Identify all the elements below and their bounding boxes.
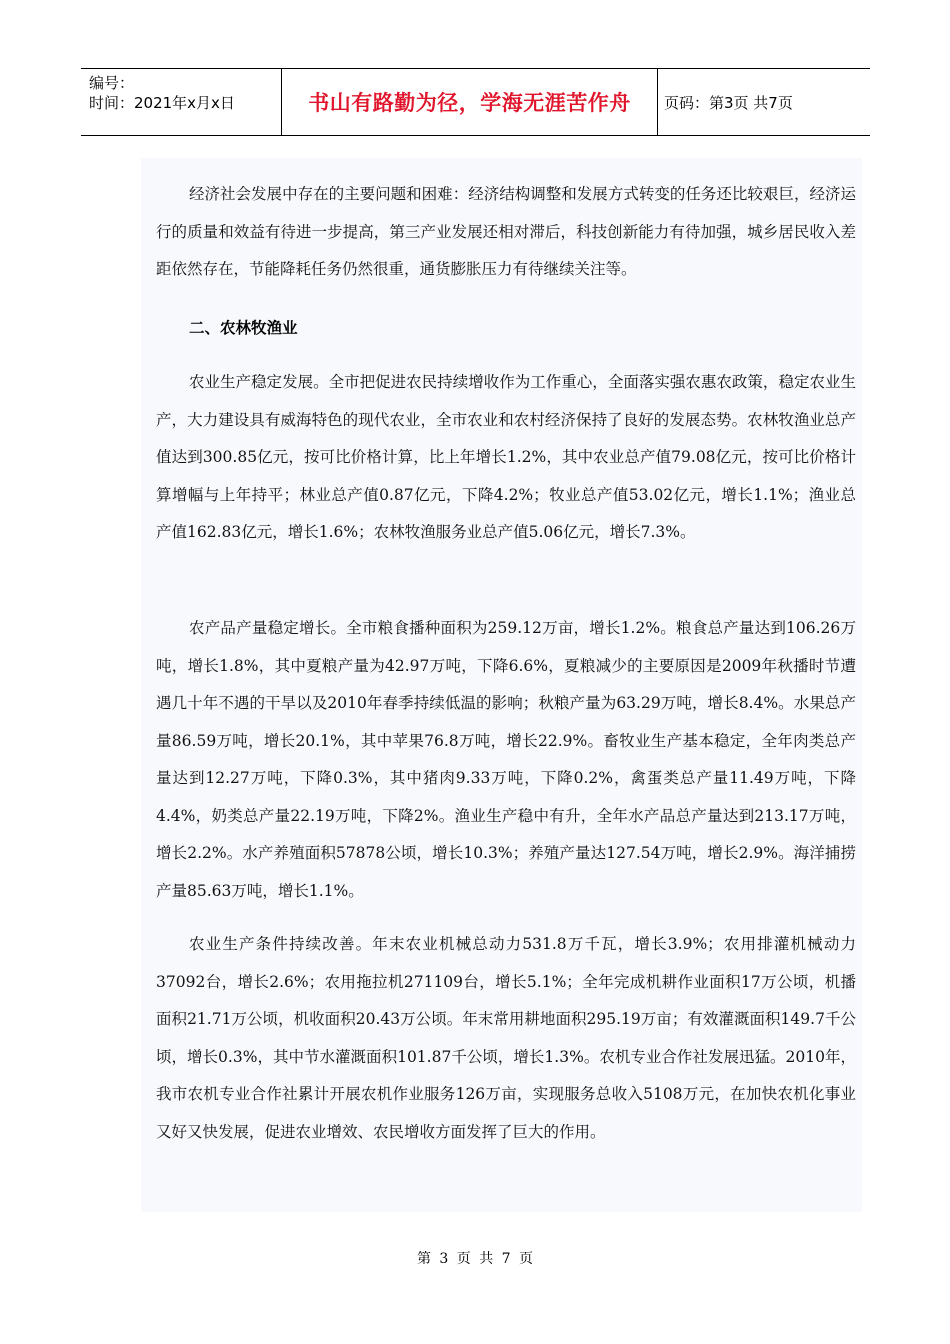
paragraph-problems: 经济社会发展中存在的主要问题和困难：经济结构调整和发展方式转变的任务还比较艰巨，经济运行的质量和效益有待进一步提高，第三产业发展还相对滞后，科技创新能力有待加强，城乡居民收入差距依然存在，节能降耗任务仍然很重，通货膨胀压力有待继续关注等。: [156, 185, 856, 278]
page-footer: 第 3 页 共 7 页: [416, 1251, 534, 1267]
header-page-info: 页码：第3页 共7页: [664, 93, 793, 112]
header-meta: [81, 69, 282, 135]
paragraph-agriculture-development: 农业生产稳定发展。全市把促进农民持续增收作为工作重心，全面落实强农惠农政策，稳定农业生产，大力建设具有威海特色的现代农业，全市农业和农村经济保持了良好的发展态势。农林牧渔业总产值达到300.85亿元，按可比价格计算，比上年增长1.2%，其中农业总产值79.08亿元，按可比价格计算增幅与上年持平；林业总产值0.87亿元，下降4.2%；牧业总产值53.02亿元，增长1.1%；渔业总产值162.83亿元，增长1.6%；农林牧渔服务业总产值5.06亿元，增长7.3%。: [156, 373, 856, 541]
page-header: [81, 68, 870, 136]
section-heading: 二、农林牧渔业: [189, 319, 298, 337]
document-number-label: 编号：: [89, 74, 135, 92]
document-date-label: 时间：2021年x月x日: [89, 94, 235, 112]
paragraph-agricultural-output: 农产品产量稳定增长。全市粮食播种面积为259.12万亩，增长1.2%。粮食总产量达到106.26万吨，增长1.8%，其中夏粮产量为42.97万吨，下降6.6%，夏粮减少的主要原因是2009年秋播时节遭遇几十年不遇的干旱以及2010年春季持续低温的影响；秋粮产量为63.29万吨，增长8.4%。水果总产量86.59万吨，增长20.1%，其中苹果76.8万吨，增长22.9%。畜牧业生产基本稳定，全年肉类总产量达到12.27万吨，下降0.3%，其中猪肉9.33万吨，下降0.2%，禽蛋类总产量11.49万吨，下降4.4%，奶类总产量22.19万吨，下降2%。渔业生产稳中有升，全年水产品总产量达到213.17万吨，增长2.2%。水产养殖面积57878公顷，增长10.3%；养殖产量达127.54万吨，增长2.9%。海洋捕捞产量85.63万吨，增长1.1%。: [156, 619, 856, 900]
paragraph-agricultural-conditions: 农业生产条件持续改善。年末农业机械总动力531.8万千瓦，增长3.9%；农用排灌机械动力37092台，增长2.6%；农用拖拉机271109台，增长5.1%；全年完成机耕作业面积17万公顷，机播面积21.71万公顷，机收面积20.43万公顷。年末常用耕地面积295.19万亩；有效灌溉面积149.7千公顷，增长0.3%，其中节水灌溉面积101.87千公顷，增长1.3%。农机专业合作社发展迅猛。2010年，我市农机专业合作社累计开展农机作业服务126万亩，实现服务总收入5108万元，在加快农机化事业又好又快发展，促进农业增效、农民增收方面发挥了巨大的作用。: [156, 935, 856, 1141]
document-body: [141, 158, 862, 1212]
header-motto: 书山有路勤为径，学海无涯苦作舟: [282, 69, 658, 135]
